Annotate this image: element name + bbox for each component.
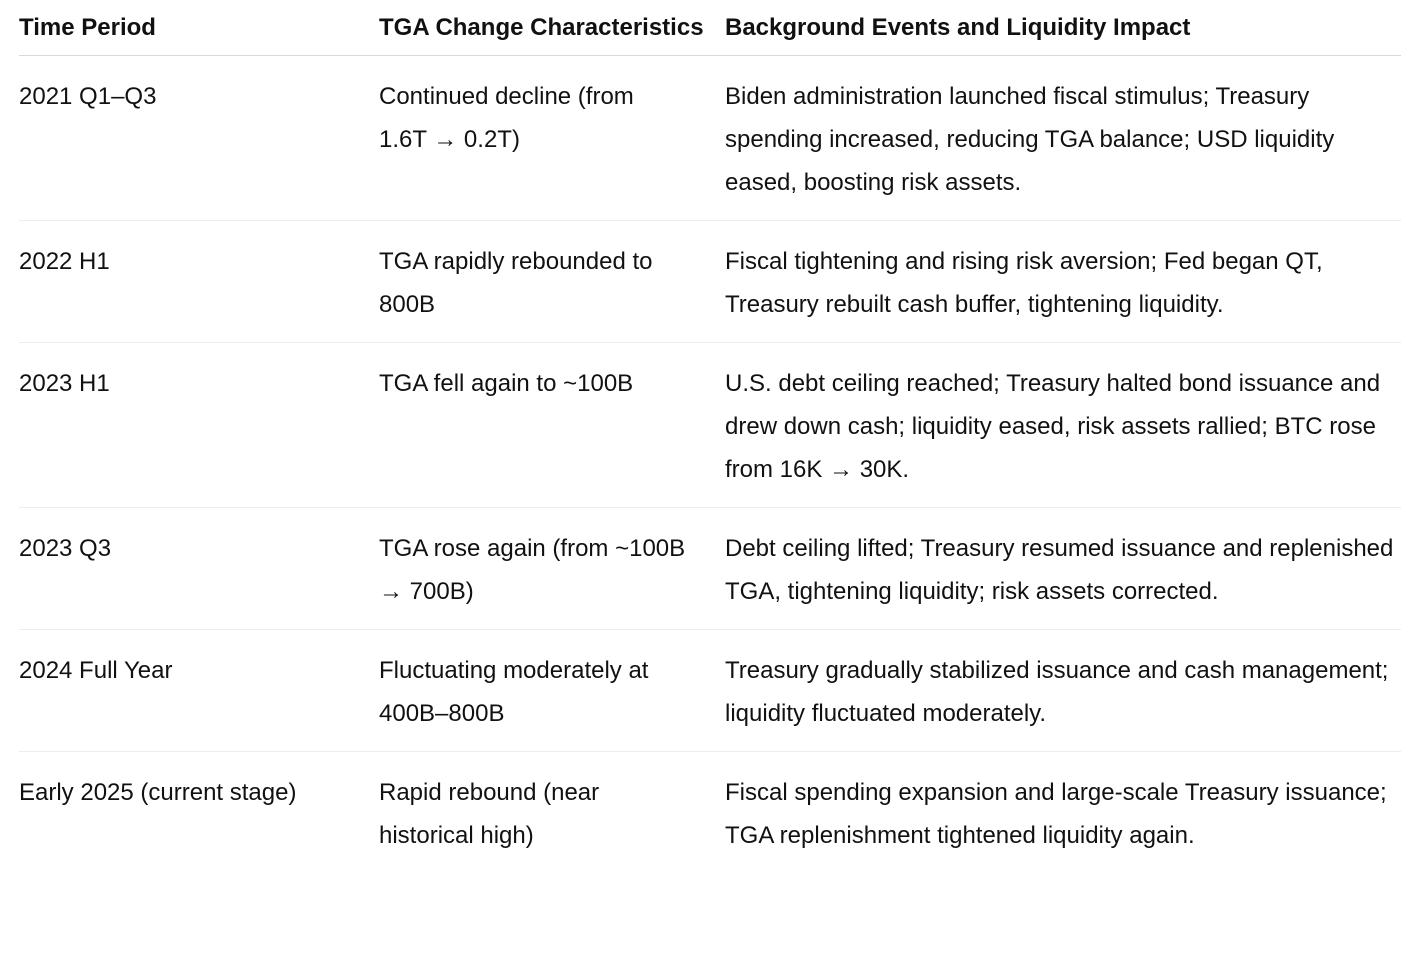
- header-time-period: Time Period: [19, 0, 379, 56]
- cell-change: Fluctuating moderately at 400B–800B: [379, 630, 725, 752]
- table-row: [19, 343, 1401, 508]
- cell-impact: Fiscal tightening and rising risk aversion; Fed began QT, Treasury rebuilt cash buffer, tightening liquidity.: [725, 221, 1401, 343]
- header-tga-change: TGA Change Characteristics: [379, 0, 725, 56]
- cell-change: TGA rose again (from ~100B → 700B): [379, 508, 725, 630]
- cell-period: 2021 Q1–Q3: [19, 56, 379, 221]
- cell-change: Continued decline (from 1.6T → 0.2T): [379, 56, 725, 221]
- tga-history-table-container: [19, 0, 1401, 873]
- cell-period: Early 2025 (current stage): [19, 779, 297, 806]
- table-row: [19, 752, 1401, 874]
- cell-period: 2023 Q3: [19, 508, 379, 630]
- table-row: [19, 56, 1401, 221]
- cell-period: 2022 H1: [19, 221, 379, 343]
- table-body: [19, 56, 1401, 874]
- cell-period: 2024 Full Year: [19, 630, 379, 752]
- cell-impact: U.S. debt ceiling reached; Treasury halted bond issuance and drew down cash; liquidity eased, risk assets rallied; BTC rose from 16K → 30K.: [725, 343, 1401, 508]
- cell-impact: Treasury gradually stabilized issuance and cash management; liquidity fluctuated moderately.: [725, 630, 1401, 752]
- header-background-events: Background Events and Liquidity Impact: [725, 0, 1401, 56]
- table-row: [19, 508, 1401, 630]
- table-row: [19, 630, 1401, 752]
- cell-change: Rapid rebound (near historical high): [379, 779, 600, 849]
- table-row: [19, 221, 1401, 343]
- cell-period: 2023 H1: [19, 343, 379, 508]
- cell-impact: Biden administration launched fiscal stimulus; Treasury spending increased, reducing TGA balance; USD liquidity eased, boosting risk assets.: [725, 56, 1401, 221]
- tga-history-table: [19, 0, 1401, 873]
- cell-change: TGA fell again to ~100B: [379, 343, 725, 508]
- header-row: [19, 0, 1401, 56]
- cell-impact: Fiscal spending expansion and large-scale Treasury issuance; TGA replenishment tightened liquidity again.: [725, 779, 1387, 849]
- cell-change: TGA rapidly rebounded to 800B: [379, 221, 725, 343]
- cell-impact: Debt ceiling lifted; Treasury resumed issuance and replenished TGA, tightening liquidity; risk assets corrected.: [725, 508, 1401, 630]
- table-header: [19, 0, 1401, 56]
